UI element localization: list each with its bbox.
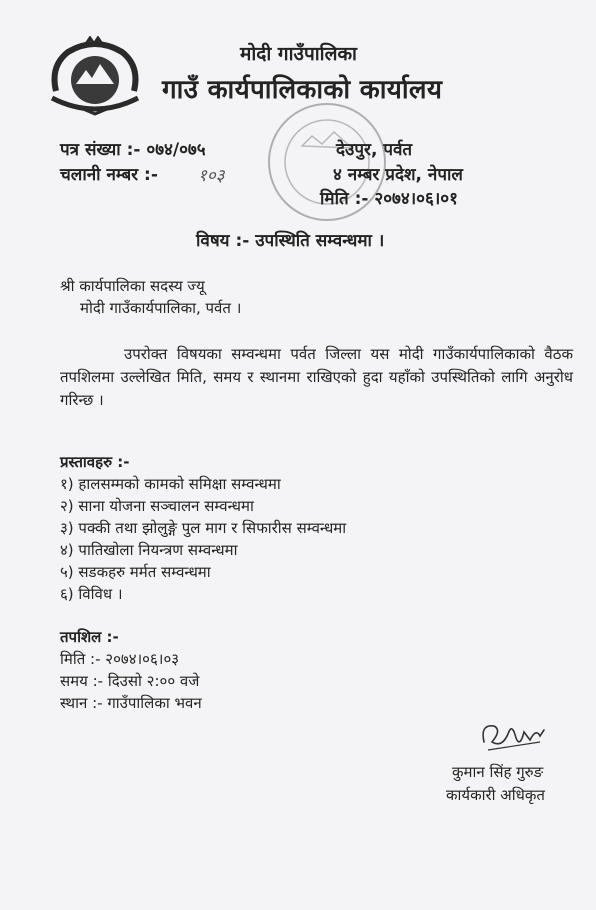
letter-number: पत्र संख्या :- ०७४/०७५ [60,140,206,160]
address-line-1: देउपुर, पर्वत [336,140,413,160]
dispatch-number-label: चलानी नम्बर :- [60,165,158,185]
proposal-item: ४) पातिखोला नियन्त्रण सम्वन्धमा [60,541,238,559]
signature [478,712,548,756]
signatory-title: कार्यकारी अधिकृत [446,786,545,804]
meeting-time: समय :- दिउसो २:०० वजे [60,672,200,690]
proposal-item: ५) सडकहरु मर्मत सम्वन्धमा [60,563,211,581]
address-line-2: ४ नम्बर प्रदेश, नेपाल [333,165,463,185]
proposal-item: २) साना योजना सञ्चालन सम्वन्धमा [60,497,254,515]
subject: विषय :- उपस्थिति सम्वन्धमा । [196,231,385,251]
dispatch-number-value: १०३ [198,166,225,186]
municipality-name: मोदी गाउँपालिका [240,43,357,65]
proposals-heading: प्रस्तावहरु :- [60,453,130,471]
body-paragraph: उपरोक्त विषयका सम्वन्धमा पर्वत जिल्ला यस मोदी गाउँकार्यपालिकाको वैठक तपशिलमा उल्लेखित मिति, समय र स्थानमा राखिएको हुदा यहाँको उपस्थितिको लागि अनुरोध गरिन्छ । [60,345,573,409]
meeting-place: स्थान :- गाउँपालिका भवन [60,694,202,712]
letter-date: मिति :- २०७४।०६।०१ [320,189,458,209]
details-heading: तपशिल :- [60,628,119,646]
office-title: गाउँ कार्यपालिकाको कार्यालय [162,75,443,105]
recipient-line-1: श्री कार्यपालिका सदस्य ज्यू [60,277,205,295]
meeting-date: मिति :- २०७४।०६।०३ [60,650,180,668]
recipient-line-2: मोदी गाउँकार्यपालिका, पर्वत । [80,299,242,317]
proposal-item: ३) पक्की तथा झोलुङ्गे पुल माग र सिफारीस सम्वन्धमा [60,519,347,537]
government-emblem-icon [46,36,144,118]
proposal-item: १) हालसम्मको कामको समिक्षा सम्वन्धमा [60,475,281,493]
signatory-name: कुमान सिंह गुरुङ [452,763,544,781]
proposal-item: ६) विविध । [60,585,123,603]
